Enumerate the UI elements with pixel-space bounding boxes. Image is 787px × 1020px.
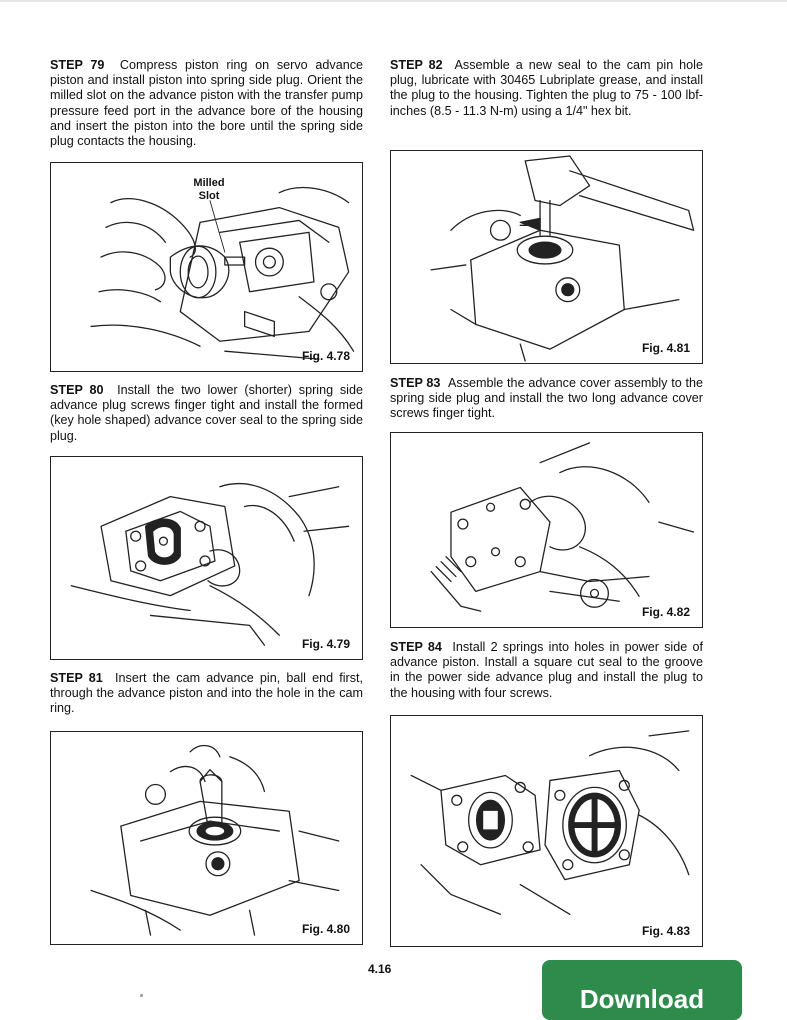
step-83-label: STEP 83 xyxy=(390,376,441,390)
stray-mark xyxy=(140,994,143,997)
figure-4-82-illustration xyxy=(391,433,702,627)
figure-4-79-illustration xyxy=(51,457,362,659)
top-divider xyxy=(0,0,787,2)
milled-slot-callout: Milled Slot xyxy=(193,177,225,202)
step-84 xyxy=(390,640,703,701)
page-number: 4.16 xyxy=(368,962,392,976)
step-83 xyxy=(390,376,703,422)
step-81-label: STEP 81 xyxy=(50,671,103,685)
figure-4-80-illustration xyxy=(51,732,362,944)
step-79 xyxy=(50,58,363,149)
figure-4-79 xyxy=(50,456,363,660)
step-82-label: STEP 82 xyxy=(390,58,443,72)
figure-4-83 xyxy=(390,715,703,947)
figure-4-81-illustration xyxy=(391,151,702,363)
download-button[interactable]: Download xyxy=(542,960,742,1020)
step-82-text: Assemble a new seal to the cam pin hole plug, lubricate with 30465 Lubriplate grease, and install the plug to the housing. Tighten the plug to 75 - 100 lbf-inches (8.5 - 11.3 N-m) using a 1/4" hex bit. xyxy=(390,58,703,118)
figure-4-79-caption: Fig. 4.79 xyxy=(301,637,350,651)
step-81 xyxy=(50,671,363,717)
figure-4-83-caption: Fig. 4.83 xyxy=(641,924,690,938)
figure-4-80 xyxy=(50,731,363,945)
step-84-text: Install 2 springs into holes in power side of advance piston. Install a square cut seal to the groove in the power side advance plug and install the plug to the housing with four screws. xyxy=(390,640,703,700)
step-79-label: STEP 79 xyxy=(50,58,105,72)
step-80-text: Install the two lower (shorter) spring side advance plug screws finger tight and install the formed (key hole shaped) advance cover seal to the spring side plug. xyxy=(50,383,363,443)
step-83-text: Assemble the advance cover assembly to the spring side plug and install the two long advance cover screws finger tight. xyxy=(390,376,704,421)
step-84-label: STEP 84 xyxy=(390,640,442,654)
figure-4-82 xyxy=(390,432,703,628)
figure-4-78 xyxy=(50,162,363,372)
figure-4-81-caption: Fig. 4.81 xyxy=(641,341,690,355)
figure-4-80-caption: Fig. 4.80 xyxy=(301,922,350,936)
figure-4-82-caption: Fig. 4.82 xyxy=(641,605,690,619)
figure-4-81 xyxy=(390,150,703,364)
figure-4-83-illustration xyxy=(391,716,702,946)
step-80-label: STEP 80 xyxy=(50,383,104,397)
figure-4-78-caption: Fig. 4.78 xyxy=(301,349,350,363)
step-79-text: Compress piston ring on servo advance piston and install piston into spring side plug. Orient the milled slot on the advance piston with the transfer pump pressure feed port in the advance bore of the housing and insert the piston into the bore until the spring side plug contacts the housing. xyxy=(50,58,364,149)
step-81-text: Insert the cam advance pin, ball end first, through the advance piston and into the hole in the cam ring. xyxy=(50,671,363,716)
step-80 xyxy=(50,383,363,444)
step-82 xyxy=(390,58,703,119)
